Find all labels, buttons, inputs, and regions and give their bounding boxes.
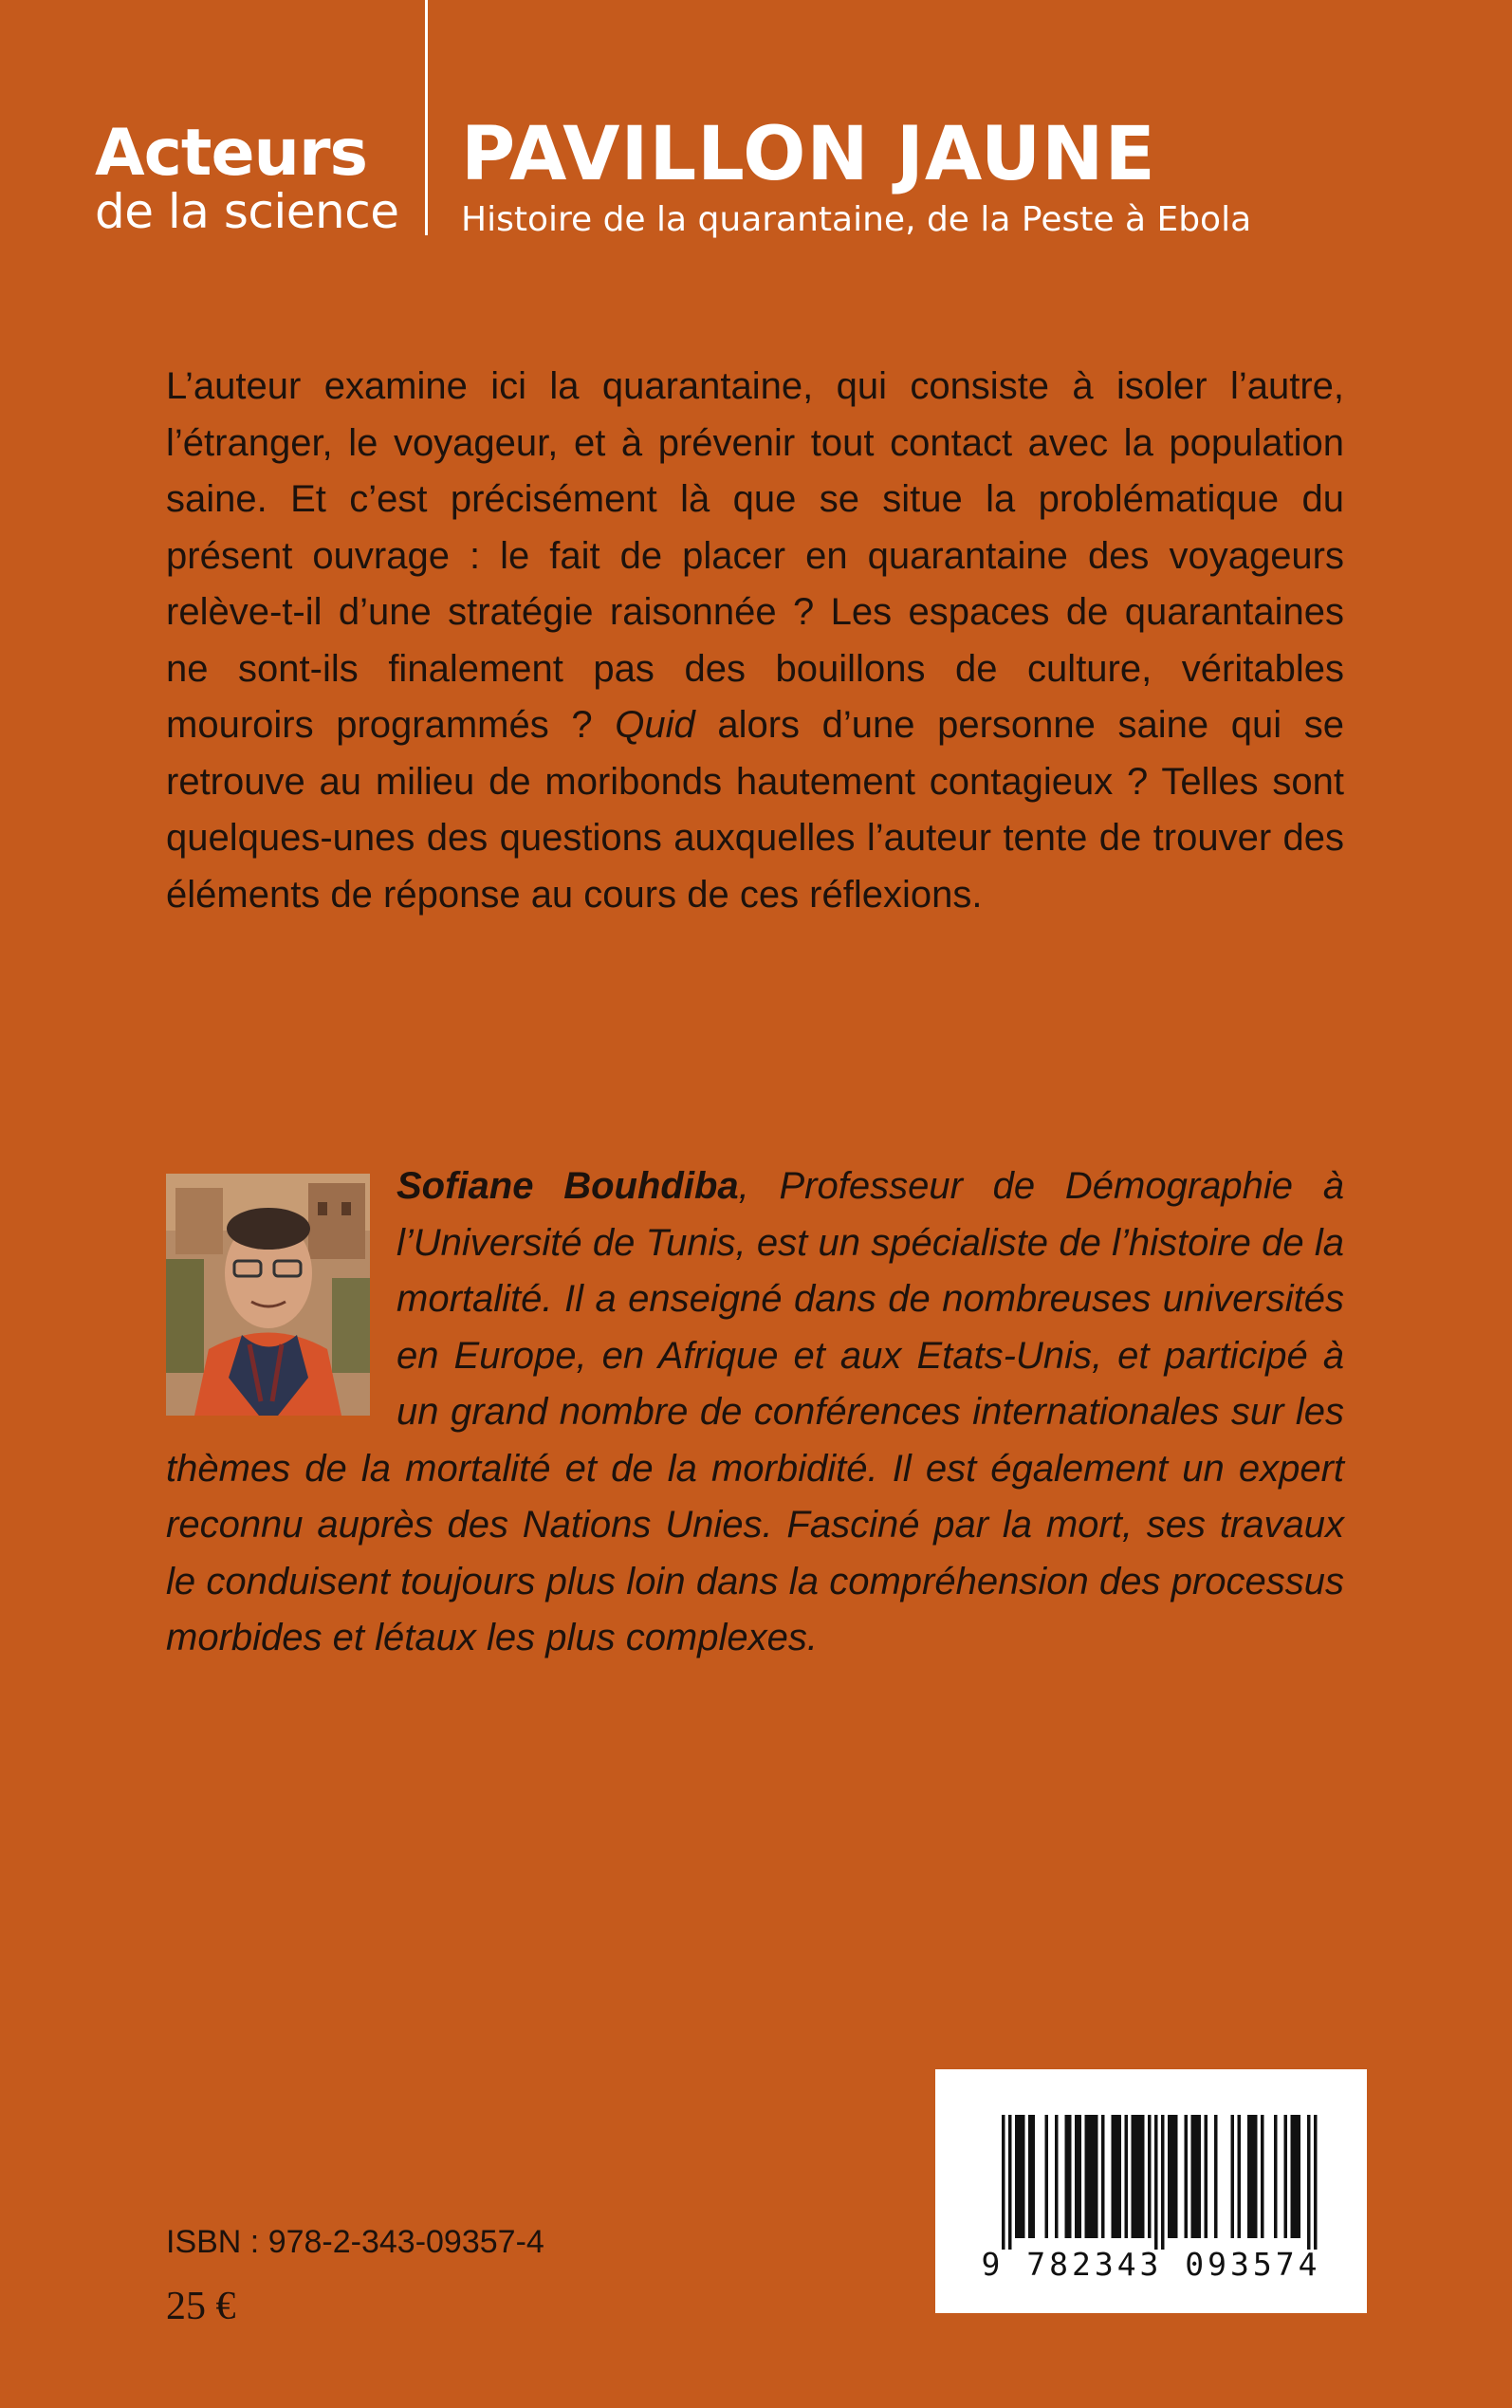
barcode-bar-36 (1205, 2115, 1208, 2238)
barcode-bar-43 (1261, 2115, 1264, 2238)
blurb-text-rest: alors d’une personne saine qui se retrouve au milieu de moribonds hautement contagieux ? Telles sont quelques-unes des questions auxquelles l’auteur tente de trouver des éléments de réponse au cours de ces réflexions. (166, 704, 1344, 916)
barcode-bar-50 (1314, 2115, 1318, 2250)
barcode-bar-25 (1141, 2115, 1145, 2238)
barcode-bar-45 (1284, 2115, 1288, 2238)
barcode-bar-9 (1065, 2115, 1069, 2238)
barcode-bar-46 (1291, 2115, 1295, 2238)
barcode-bar-17 (1101, 2115, 1105, 2238)
barcode-bar-47 (1294, 2115, 1298, 2238)
series-title: Acteurs (95, 116, 367, 191)
book-title: PAVILLON JAUNE (461, 112, 1156, 197)
barcode-bar-3 (1019, 2115, 1023, 2238)
barcode-bar-37 (1214, 2115, 1218, 2238)
barcode-bar-28 (1161, 2115, 1165, 2250)
barcode-bar-32 (1185, 2115, 1189, 2238)
barcode-bar-27 (1154, 2115, 1158, 2250)
barcode-bar-41 (1251, 2115, 1255, 2238)
barcode-bar-5 (1028, 2115, 1032, 2238)
barcode-bar-6 (1032, 2115, 1036, 2238)
blurb-quid: Quid (615, 704, 695, 746)
author-photo (166, 1174, 370, 1416)
barcode-bar-15 (1092, 2115, 1096, 2238)
series-subtitle: de la science (95, 184, 399, 239)
isbn-label: ISBN : 978-2-343-09357-4 (166, 2224, 544, 2260)
book-subtitle: Histoire de la quarantaine, de la Peste à Ebola (461, 200, 1252, 239)
barcode-bar-14 (1088, 2115, 1092, 2238)
barcode-bar-19 (1115, 2115, 1118, 2238)
barcode-bar-49 (1307, 2115, 1311, 2250)
barcode-bar-22 (1132, 2115, 1135, 2238)
barcode (935, 2069, 1367, 2313)
author-bio (166, 1158, 1344, 1667)
barcode-bar-16 (1095, 2115, 1098, 2238)
barcode-bar-30 (1171, 2115, 1175, 2238)
barcode-number: 9 782343 093574 (981, 2246, 1321, 2283)
barcode-bar-1 (1008, 2115, 1012, 2250)
barcode-bar-24 (1138, 2115, 1142, 2238)
price-label: 25 € (166, 2285, 236, 2328)
blurb-text: L’auteur examine ici la quarantaine, qui consiste à isoler l’autre, l’étranger, le voyageur, et à prévenir tout contact avec la population saine. Et c’est précisément là que se situe la problématique du présent ouvrage : le fait de placer en quarantaine des voyageurs relève-t-il d’une stratégie raisonnée ? Les espaces de quarantaines ne sont-ils finalement pas des bouillons de culture, véritables mouroirs programmés ? (166, 365, 1344, 746)
barcode-bar-40 (1247, 2115, 1251, 2238)
barcode-bar-33 (1191, 2115, 1195, 2238)
barcode-bar-35 (1198, 2115, 1202, 2238)
barcode-bar-4 (1022, 2115, 1025, 2238)
barcode-bar-39 (1238, 2115, 1242, 2238)
barcode-bar-44 (1274, 2115, 1278, 2238)
barcode-bar-31 (1174, 2115, 1178, 2238)
barcode-bar-26 (1148, 2115, 1152, 2238)
header-divider (425, 0, 428, 235)
barcode-bar-38 (1231, 2115, 1235, 2238)
barcode-bar-2 (1015, 2115, 1019, 2238)
barcode-bar-21 (1125, 2115, 1129, 2238)
barcode-bar-11 (1075, 2115, 1079, 2238)
author-name: Sofiane Bouhdiba (396, 1165, 739, 1207)
barcode-bar-7 (1045, 2115, 1049, 2238)
barcode-bar-48 (1298, 2115, 1301, 2238)
barcode-bar-18 (1112, 2115, 1116, 2238)
barcode-bar-13 (1085, 2115, 1089, 2238)
barcode-bar-42 (1254, 2115, 1258, 2238)
barcode-bar-29 (1168, 2115, 1171, 2238)
barcode-bar-34 (1194, 2115, 1198, 2238)
barcode-bar-23 (1134, 2115, 1138, 2238)
barcode-bar-10 (1068, 2115, 1072, 2238)
blurb-paragraph (166, 359, 1344, 923)
barcode-bar-8 (1055, 2115, 1059, 2238)
author-bio-text: , Professeur de Démographie à l’Université de Tunis, est un spécialiste de l’histoire de la mortalité. Il a enseigné dans de nombreuses universités en Europe, en Afrique et aux Etats-Unis, et participé à un grand nombre de conférences internationales sur les thèmes de la mortalité et de la morbidité. Il est également un expert reconnu auprès des Nations Unies. Fasciné par la mort, ses travaux le conduisent toujours plus loin dans la compréhension des processus morbides et létaux les plus complexes. (166, 1165, 1345, 1658)
barcode-bar-12 (1079, 2115, 1082, 2238)
barcode-bar-20 (1118, 2115, 1122, 2238)
barcode-bars (935, 2069, 1367, 2250)
barcode-bar-0 (1002, 2115, 1005, 2250)
